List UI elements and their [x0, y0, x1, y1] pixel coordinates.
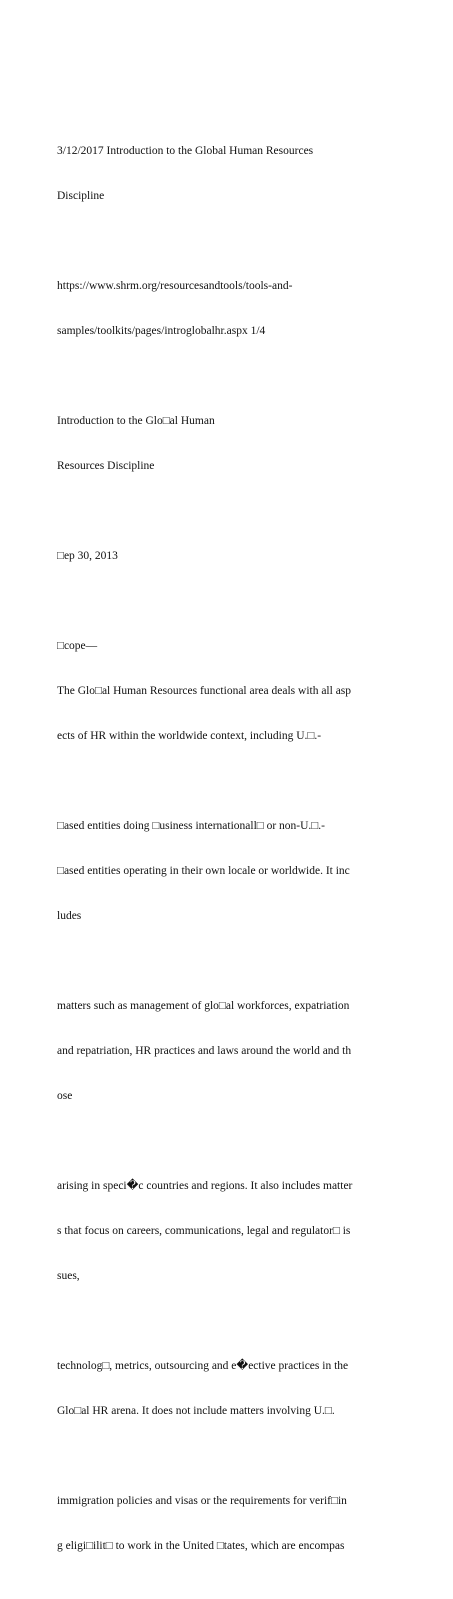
body-paragraph	[57, 1149, 397, 1314]
text-line: The Glo□al Human Resources functional area deals with all asp	[57, 685, 352, 697]
text-line: Resources Discipline	[57, 460, 155, 472]
text-line: Introduction to the Glo□al Human	[57, 415, 215, 427]
source-url	[57, 249, 397, 369]
article-date	[57, 519, 397, 594]
body-paragraph	[57, 1464, 397, 1584]
text-line: ects of HR within the worldwide context, including U.□.-	[57, 730, 322, 742]
body-paragraph	[57, 969, 397, 1134]
body-paragraph	[57, 1329, 397, 1449]
text-line: https://www.shrm.org/resourcesandtools/tools-and-	[57, 280, 293, 292]
text-line: Discipline	[57, 190, 105, 202]
header-date-title	[57, 114, 397, 234]
article-title	[57, 384, 397, 504]
text-line: technolog□, metrics, outsourcing and e�ective practices in the	[57, 1360, 349, 1372]
text-line: g eligi□ilit□ to work in the United □tates, which are encompas	[57, 1540, 345, 1552]
text-line: arising in speci�c countries and regions. It also includes matter	[57, 1180, 353, 1192]
body-paragraph	[57, 789, 397, 954]
text-line: matters such as management of glo□al workforces, expatriation	[57, 1000, 350, 1012]
text-line: □ased entities operating in their own locale or worldwide. It inc	[57, 865, 350, 877]
text-line: ose	[57, 1090, 73, 1102]
text-line: and repatriation, HR practices and laws around the world and th	[57, 1045, 352, 1057]
text-line: Glo□al HR arena. It does not include matters involving U.□.	[57, 1405, 335, 1417]
text-line: sues,	[57, 1270, 80, 1282]
text-line: s that focus on careers, communications, legal and regulator□ is	[57, 1225, 351, 1237]
text-line: □ased entities doing □usiness internationall□ or non-U.□.-	[57, 820, 325, 832]
text-line: 3/12/2017 Introduction to the Global Human Resources	[57, 145, 314, 157]
text-line: □ep 30, 2013	[57, 550, 118, 562]
text-line: immigration policies and visas or the requirements for verif□in	[57, 1495, 347, 1507]
text-line: samples/toolkits/pages/introglobalhr.aspx 1/4	[57, 325, 266, 337]
document-body	[57, 114, 397, 1599]
text-line: ludes	[57, 910, 82, 922]
body-paragraph	[57, 609, 397, 774]
text-line: □cope—	[57, 640, 98, 652]
